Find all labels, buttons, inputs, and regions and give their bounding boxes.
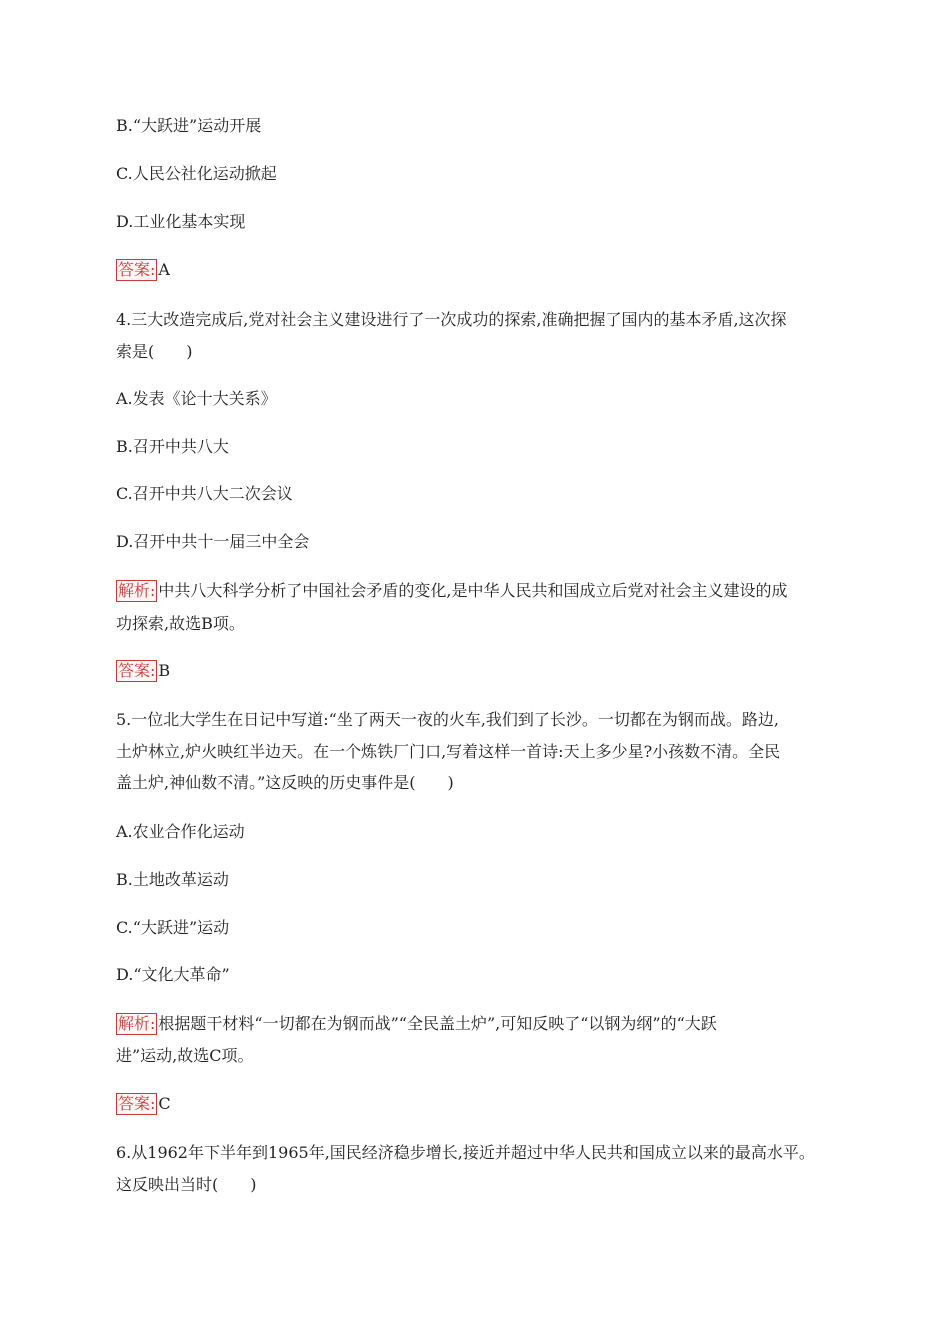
q4-option-b: B.召开中共八大 xyxy=(116,437,229,456)
q4-analysis-line-1 xyxy=(116,575,788,607)
answer-tag: 答案: xyxy=(118,1094,156,1113)
q5-option-d: D.“文化大革命” xyxy=(116,965,230,984)
q5-analysis-line-1 xyxy=(116,1008,717,1040)
q6-stem-line-1: 6.从1962年下半年到1965年,国民经济稳步增长,接近并超过中华人民共和国成立以来的最高水平。 xyxy=(116,1143,815,1162)
q5-option-a: A.农业合作化运动 xyxy=(116,822,245,841)
q4-option-c: C.召开中共八大二次会议 xyxy=(116,484,293,503)
answer-value: C xyxy=(158,1094,171,1113)
q4-option-a: A.发表《论十大关系》 xyxy=(116,389,277,408)
q6-stem-line-2: 这反映出当时( ) xyxy=(116,1175,257,1194)
analysis-tag: 解析: xyxy=(118,1014,156,1033)
answer-tag: 答案: xyxy=(118,661,156,680)
q4-stem-line-2: 索是( ) xyxy=(116,342,193,361)
q3-option-c: C.人民公社化运动掀起 xyxy=(116,164,277,183)
q5-stem-line-3: 盖土炉,神仙数不清。”这反映的历史事件是( ) xyxy=(116,773,454,792)
q3-option-b: B.“大跃进”运动开展 xyxy=(116,116,262,135)
answer-tag: 答案: xyxy=(118,260,156,279)
q4-analysis-line-2: 功探索,故选B项。 xyxy=(116,614,245,633)
q4-answer xyxy=(116,655,170,687)
q4-stem-line-1: 4.三大改造完成后,党对社会主义建设进行了一次成功的探索,准确把握了国内的基本矛盾,这次探 xyxy=(116,310,787,329)
q4-option-d: D.召开中共十一届三中全会 xyxy=(116,532,310,551)
q5-stem-line-2: 土炉林立,炉火映红半边天。在一个炼铁厂门口,写着这样一首诗:天上多少星?小孩数不清。全民 xyxy=(116,742,781,761)
answer-value: B xyxy=(158,661,171,680)
analysis-text: 根据题干材料“一切都在为钢而战”“全民盖土炉”,可知反映了“以钢为纲”的“大跃 xyxy=(158,1014,717,1033)
q5-stem-line-1: 5.一位北大学生在日记中写道:“坐了两天一夜的火车,我们到了长沙。一切都在为钢而战。路边, xyxy=(116,710,780,729)
analysis-text: 中共八大科学分析了中国社会矛盾的变化,是中华人民共和国成立后党对社会主义建设的成 xyxy=(158,581,788,600)
q5-analysis-line-2: 进”运动,故选C项。 xyxy=(116,1046,254,1065)
analysis-tag: 解析: xyxy=(118,581,156,600)
q3-option-d: D.工业化基本实现 xyxy=(116,212,246,231)
answer-value: A xyxy=(158,260,170,279)
q5-answer xyxy=(116,1088,171,1120)
q5-option-c: C.“大跃进”运动 xyxy=(116,918,230,937)
q3-answer xyxy=(116,254,170,286)
q5-option-b: B.土地改革运动 xyxy=(116,870,229,889)
